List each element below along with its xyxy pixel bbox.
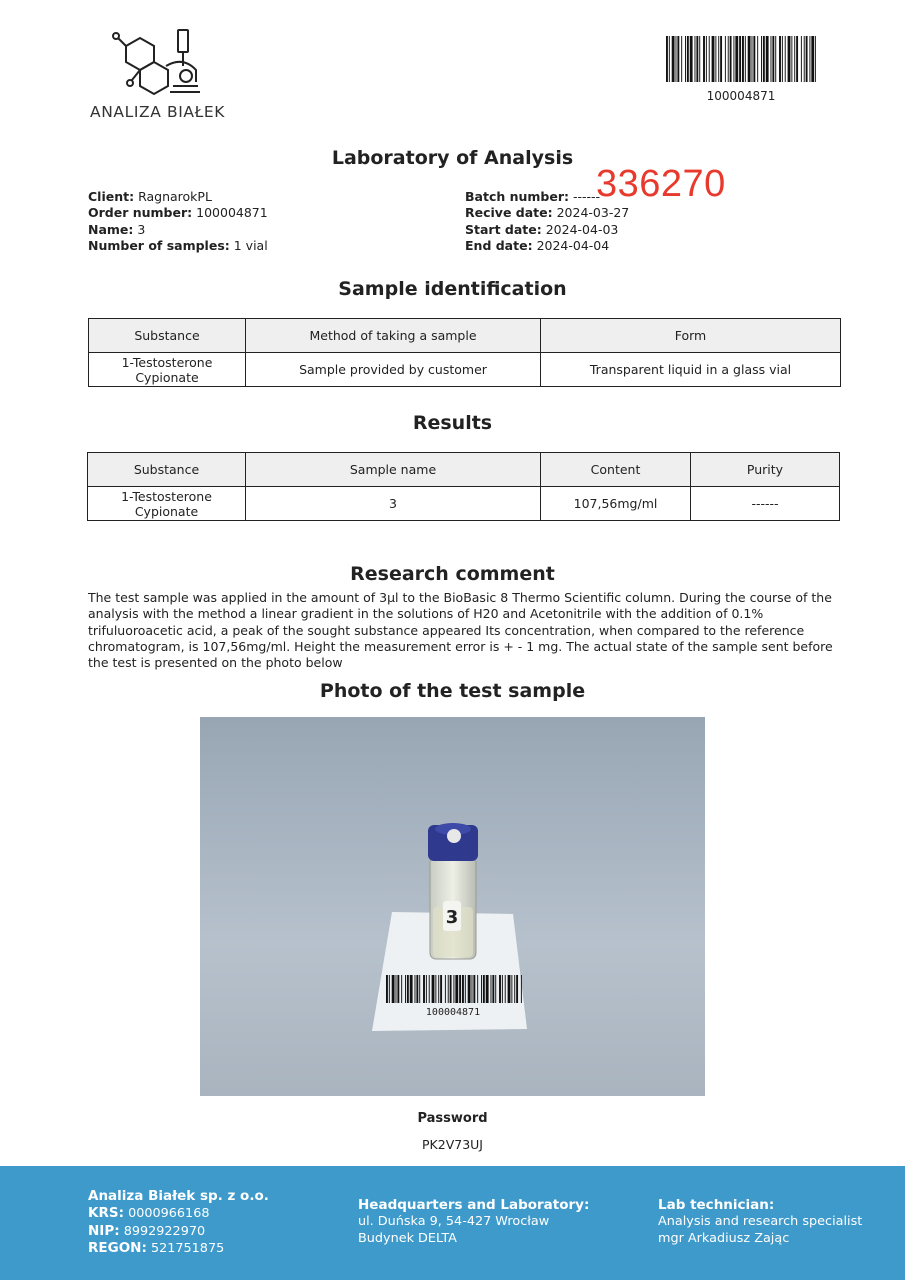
nip-label: NIP:: [88, 1222, 120, 1239]
barcode-bar: [438, 975, 439, 1003]
barcode-bar: [435, 975, 436, 1003]
footer-headquarters: [358, 1197, 589, 1247]
barcode-bar: [801, 36, 802, 82]
barcode-bar: [791, 36, 792, 82]
barcode-bar: [396, 975, 397, 1003]
sample-identification-heading: Sample identification: [338, 278, 567, 300]
barcode-bar: [397, 975, 399, 1003]
hq-title: Headquarters and Laboratory:: [358, 1197, 590, 1213]
barcode-bar: [495, 975, 496, 1003]
barcode-bar: [666, 36, 668, 82]
barcode-bar: [672, 36, 675, 82]
sample-photo: [200, 717, 705, 1096]
barcode-bar: [796, 36, 798, 82]
barcode-bar: [706, 36, 707, 82]
nip-value: 8992922970: [123, 1223, 206, 1239]
barcode-bar: [445, 975, 446, 1003]
table-row: [88, 487, 840, 521]
barcode-bar: [386, 975, 388, 1003]
hq-building: Budynek DELTA: [358, 1230, 457, 1246]
barcode-bar: [450, 975, 452, 1003]
table-row: [89, 353, 841, 387]
table-cell: Sample provided by customer: [246, 353, 541, 387]
barcode-number: 100004871: [706, 89, 776, 103]
barcode-bar: [748, 36, 751, 82]
table-cell: 107,56mg/ml: [541, 487, 691, 521]
barcode-bar: [720, 36, 722, 82]
company-name: Analiza Białek sp. z o.o.: [88, 1188, 269, 1204]
barcode-bar: [465, 975, 466, 1003]
tech-name: mgr Arkadiusz Zając: [658, 1230, 790, 1246]
sample-identification-table: [88, 318, 841, 387]
receive-label: Recive date:: [465, 205, 553, 221]
barcode-bar: [505, 975, 506, 1003]
barcode-bar: [690, 36, 693, 82]
barcode-bar: [514, 975, 515, 1003]
table-cell: Transparent liquid in a glass vial: [541, 353, 841, 387]
barcode-bar: [685, 36, 686, 82]
barcode-bar: [416, 975, 418, 1003]
table-header-cell: Substance: [88, 453, 246, 487]
receive-value: 2024-03-27: [556, 205, 630, 221]
photo-heading: Photo of the test sample: [319, 680, 586, 702]
krs-label: KRS:: [88, 1205, 124, 1222]
name-value: 3: [137, 221, 146, 237]
tech-role: Analysis and research specialist: [658, 1214, 863, 1230]
barcode-bar: [772, 36, 774, 82]
barcode-bar: [681, 36, 682, 82]
barcode-bar: [775, 36, 776, 82]
barcode-bar: [779, 36, 781, 82]
barcode-bar: [455, 975, 458, 1003]
regon-value: 521751875: [150, 1241, 225, 1257]
table-header-cell: Purity: [691, 453, 840, 487]
table-cell: 1-Testosterone Cypionate: [89, 353, 246, 387]
tech-title: Lab technician:: [658, 1197, 775, 1213]
barcode-bar: [669, 36, 670, 82]
barcode-bar: [757, 36, 758, 82]
research-comment-text: The test sample was applied in the amount of 3µl to the BioBasic 8 Thermo Scientific column. During the course of the analysis with the method a linear gradient in the solutions of H20 and Acetonitrile with the addition of 0.1% trifuluoroacetic acid, a peak of the sought substance appeared Its concentration, when compared to the reference chromatogram, is 107,56mg/ml. Height the measurement error is + - 1 mg. The actual state of the sample sent before the test is presented on the photo below: [88, 590, 833, 671]
table-header-cell: Form: [541, 319, 841, 353]
password-label: Password: [417, 1111, 488, 1126]
order-label: Order number:: [88, 205, 193, 221]
barcode-bar: [788, 36, 791, 82]
regon-label: REGON:: [88, 1240, 147, 1257]
barcode-bar: [752, 36, 753, 82]
table-cell: 1-Testosterone Cypionate: [88, 487, 246, 521]
barcode-icon: [666, 36, 816, 82]
barcode-bar: [695, 36, 696, 82]
table-cell: 3: [246, 487, 541, 521]
barcode-bar: [407, 975, 409, 1003]
barcode-bar: [423, 975, 425, 1003]
results-heading: Results: [412, 412, 493, 434]
table-header-cell: Method of taking a sample: [246, 319, 541, 353]
barcode-bar: [448, 975, 449, 1003]
barcode-bar: [462, 975, 464, 1003]
vial-photo-image: [200, 717, 705, 1096]
samples-label: Number of samples:: [88, 237, 230, 253]
table-header-cell: Sample name: [246, 453, 541, 487]
barcode-bar: [806, 36, 808, 82]
batch-dashes: ------: [573, 189, 601, 204]
barcode-bar: [410, 975, 413, 1003]
start-value: 2024-04-03: [545, 221, 619, 237]
barcode-bar: [389, 975, 390, 1003]
order-value: 100004871: [196, 205, 268, 221]
barcode-bar: [712, 36, 715, 82]
batch-number: 336270: [596, 163, 726, 205]
barcode-bar: [516, 975, 518, 1003]
barcode-bar: [472, 975, 473, 1003]
barcode-bar: [481, 975, 482, 1003]
barcode-bar: [725, 36, 726, 82]
krs-value: 0000966168: [128, 1206, 210, 1222]
barcode-bar: [483, 975, 485, 1003]
barcode-bar: [486, 975, 489, 1003]
table-header-cell: Substance: [89, 319, 246, 353]
client-info: [88, 189, 268, 254]
barcode-bar: [761, 36, 762, 82]
barcode-bar: [763, 36, 765, 82]
barcode-bar: [709, 36, 710, 82]
hq-address: ul. Duńska 9, 54-427 Wrocław: [358, 1214, 550, 1230]
barcode-bar: [511, 975, 512, 1003]
barcode-bar: [687, 36, 689, 82]
table-header-row: [89, 319, 841, 353]
table-header-row: [88, 453, 840, 487]
barcode-bar: [811, 36, 814, 82]
barcode-bar: [715, 36, 716, 82]
barcode-bar: [432, 975, 435, 1003]
results-table: [87, 452, 840, 521]
footer-lab-technician: [658, 1197, 862, 1247]
barcode-bar: [677, 36, 679, 82]
barcode-bar: [401, 975, 402, 1003]
barcode-bar: [676, 36, 677, 82]
barcode-bar: [782, 36, 783, 82]
barcode-bar: [804, 36, 805, 82]
barcode-bar: [415, 975, 416, 1003]
samples-value: 1 vial: [233, 237, 268, 253]
barcode-bar: [733, 36, 734, 82]
photo-barcode-number: 100004871: [425, 1007, 481, 1018]
logo-text: ANALIZA BIAŁEK: [90, 103, 226, 121]
barcode-bar: [491, 975, 492, 1003]
barcode-bar: [499, 975, 501, 1003]
table-cell: ------: [691, 487, 840, 521]
barcode-bar: [419, 975, 420, 1003]
barcode-bar: [735, 36, 738, 82]
barcode-bar: [468, 975, 471, 1003]
client-value: RagnarokPL: [138, 189, 212, 204]
barcode-bar: [392, 975, 395, 1003]
barcode-bar: [521, 975, 522, 1003]
client-label: Client:: [88, 189, 135, 204]
barcode-bar: [696, 36, 698, 82]
barcode-bar: [703, 36, 705, 82]
barcode-bar: [728, 36, 729, 82]
batch-label: Batch number:: [465, 189, 570, 204]
table-header-cell: Content: [541, 453, 691, 487]
barcode-bar: [473, 975, 475, 1003]
research-comment-heading: Research comment: [350, 563, 555, 585]
barcode-bar: [699, 36, 700, 82]
barcode-bar: [502, 975, 503, 1003]
barcode-bar: [809, 36, 810, 82]
barcode-bar: [742, 36, 744, 82]
barcode-bar: [794, 36, 795, 82]
barcode-bar: [730, 36, 732, 82]
password-value: PK2V73UJ: [422, 1137, 483, 1152]
start-label: Start date:: [465, 221, 542, 237]
barcode-bar: [718, 36, 719, 82]
barcode-bar: [453, 975, 454, 1003]
barcode-bar: [405, 975, 406, 1003]
barcode-bar: [766, 36, 769, 82]
barcode-bar: [745, 36, 746, 82]
barcode-bar: [492, 975, 494, 1003]
page-title: Laboratory of Analysis: [331, 147, 574, 169]
footer: [0, 1166, 905, 1280]
vial-label-text: 3: [445, 907, 459, 928]
barcode-bar: [785, 36, 786, 82]
name-label: Name:: [88, 221, 134, 237]
barcode-bar: [815, 36, 816, 82]
end-label: End date:: [465, 237, 533, 253]
barcode-bar: [477, 975, 478, 1003]
barcode-bar: [753, 36, 755, 82]
end-value: 2024-04-04: [536, 237, 610, 253]
footer-company-info: [88, 1188, 269, 1258]
barcode-bar: [429, 975, 430, 1003]
barcode-bar: [459, 975, 461, 1003]
barcode-bar: [440, 975, 442, 1003]
barcode-bar: [771, 36, 772, 82]
barcode-bar: [739, 36, 741, 82]
barcode-bar: [508, 975, 511, 1003]
barcode-bar: [426, 975, 427, 1003]
